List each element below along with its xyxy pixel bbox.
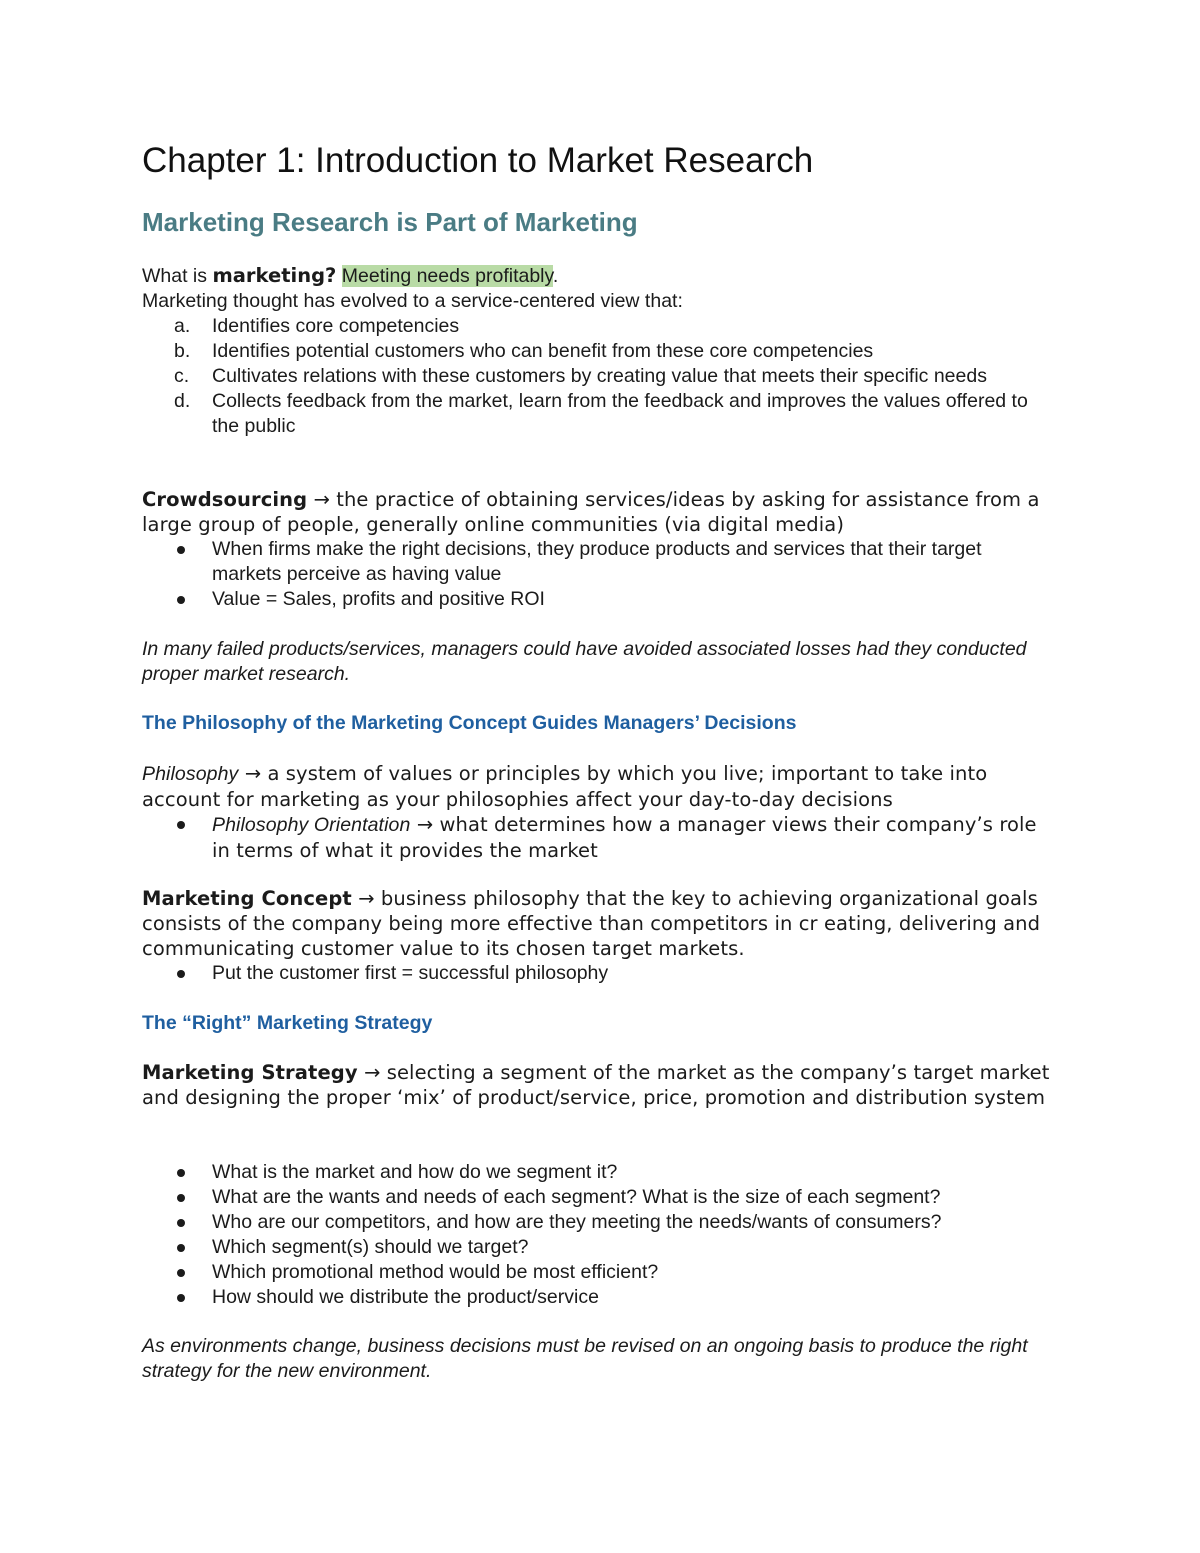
list-item: Which segment(s) should we target? [142, 1235, 1052, 1260]
philosophy-term: Philosophy [142, 763, 239, 785]
service-centered-list [142, 314, 1052, 439]
philosophy-block [142, 761, 1052, 863]
list-item: Value = Sales, profits and positive ROI [142, 587, 1052, 612]
bullet-icon [177, 1294, 185, 1302]
crowdsourcing-term: Crowdsourcing [142, 488, 308, 511]
failed-products-note: In many failed products/services, managers could have avoided associated losses had they conducted proper market research. [142, 638, 1027, 685]
list-item: b. Identifies potential customers who can benefit from these core competencies [174, 340, 874, 362]
bullet-icon [177, 1194, 185, 1202]
bullet-icon [177, 970, 185, 978]
marketing-concept-definition: Marketing Concept → business philosophy that the key to achieving organizational goals consists of the company being more effective than competitors in cr eating, delivering and communicating customer value to its chosen target markets. [142, 887, 1041, 960]
bullet-icon [177, 1244, 185, 1252]
bullet-icon [177, 821, 185, 829]
list-item: How should we distribute the product/service [142, 1285, 1052, 1310]
list-item: Put the customer first = successful philosophy [142, 961, 1052, 986]
orientation-term: Philosophy Orientation [212, 814, 411, 836]
crowdsourcing-bullets [142, 537, 1052, 612]
list-item: Philosophy Orientation → what determines how a manager views their company’s role in terms of what it provides the market [142, 812, 1052, 863]
crowdsourcing-definition: Crowdsourcing → the practice of obtaining services/ideas by asking for assistance from a large group of people, generally online communities (via digital media) [142, 488, 1040, 536]
marketing-term: marketing? [212, 264, 337, 287]
marketing-question: What is marketing? Meeting needs profitably. [142, 264, 559, 287]
section-marketing-body [142, 263, 1052, 439]
section-heading-philosophy: The Philosophy of the Marketing Concept Guides Managers’ Decisions [142, 712, 797, 734]
philosophy-bullets [142, 812, 1052, 863]
marketing-concept-bullets [142, 961, 1052, 986]
service-centered-intro: Marketing thought has evolved to a service-centered view that: [142, 290, 683, 312]
bullet-icon [177, 1269, 185, 1277]
list-item: d. Collects feedback from the market, learn from the feedback and improves the values offered to the public [174, 390, 1028, 437]
marketing-strategy-definition: Marketing Strategy → selecting a segment of the market as the company’s target market and designing the proper ‘mix’ of product/service, price, promotion and distribution system [142, 1061, 1050, 1109]
strategy-questions [142, 1160, 1052, 1310]
list-item: Who are our competitors, and how are they meeting the needs/wants of consumers? [142, 1210, 1052, 1235]
list-item: a. Identifies core competencies [174, 315, 460, 337]
crowdsourcing-block [142, 487, 1052, 612]
marketing-concept-block [142, 886, 1052, 986]
section-heading-marketing-research: Marketing Research is Part of Marketing [142, 207, 638, 237]
bullet-icon [177, 546, 185, 554]
list-item: When firms make the right decisions, they produce products and services that their target markets perceive as having value [142, 537, 1052, 587]
bullet-icon [177, 1169, 185, 1177]
philosophy-definition: Philosophy → a system of values or principles by which you live; important to take into account for marketing as your philosophies affect your day-to-day decisions [142, 762, 988, 811]
list-item: What is the market and how do we segment it? [142, 1160, 1052, 1185]
bullet-icon [177, 596, 185, 604]
marketing-concept-term: Marketing Concept [142, 887, 352, 910]
page-title: Chapter 1: Introduction to Market Research [142, 141, 814, 180]
list-item: c. Cultivates relations with these customers by creating value that meets their specific needs [174, 365, 987, 387]
list-item: What are the wants and needs of each segment? What is the size of each segment? [142, 1185, 1052, 1210]
closing-note: As environments change, business decisions must be revised on an ongoing basis to produce the right strategy for the new environment. [142, 1335, 1028, 1382]
bullet-icon [177, 1219, 185, 1227]
highlighted-answer: Meeting needs profitably [341, 265, 553, 287]
marketing-strategy-term: Marketing Strategy [142, 1061, 358, 1084]
section-heading-right-strategy: The “Right” Marketing Strategy [142, 1012, 433, 1034]
list-item: Which promotional method would be most efficient? [142, 1260, 1052, 1285]
